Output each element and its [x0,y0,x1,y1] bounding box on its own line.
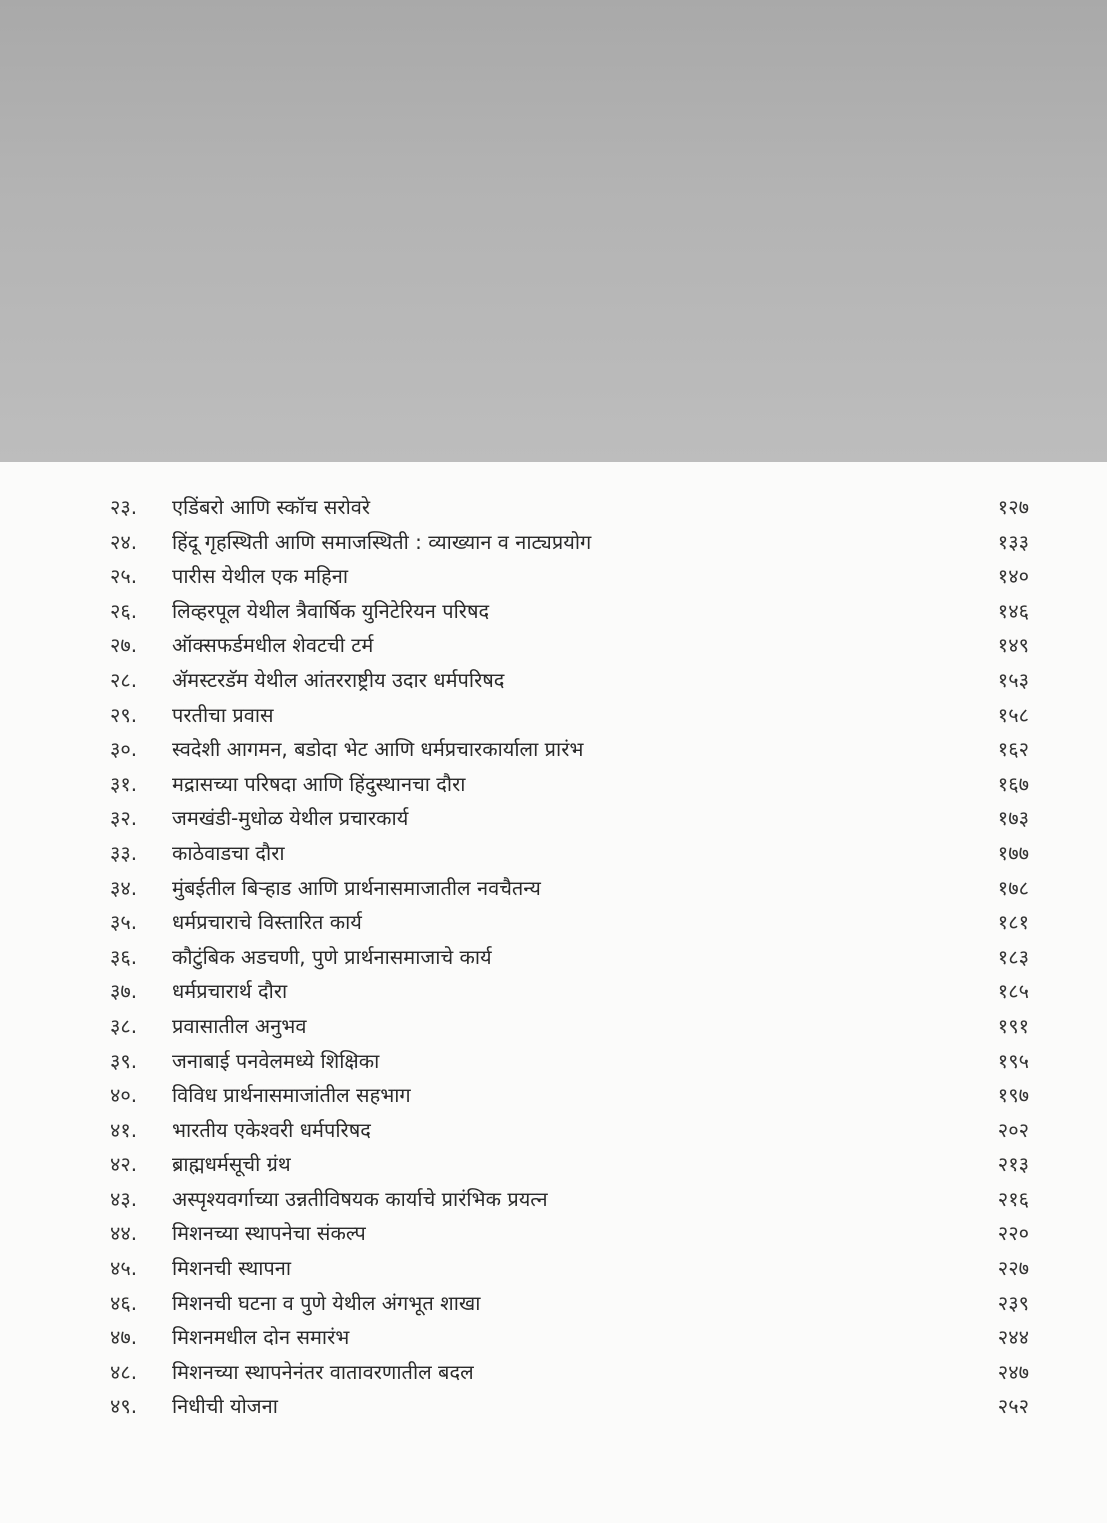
chapter-number: ३४. [110,875,138,900]
table-of-contents [0,490,1107,1424]
page-number: १८५ [997,979,1029,1004]
page-number: २४७ [997,1359,1029,1384]
page-number: २५२ [997,1394,1029,1419]
toc-entry [0,525,1107,560]
page-number: १९१ [997,1013,1029,1038]
page-number: २१३ [997,1152,1029,1177]
chapter-number: ४९. [110,1394,138,1419]
chapter-title: ऑक्सफर्डमधील शेवटची टर्म [172,633,374,658]
chapter-number: ३५. [110,910,138,935]
toc-entry [0,1389,1107,1424]
toc-entry [0,628,1107,663]
chapter-number: ३३. [110,840,138,865]
chapter-number: २६. [110,598,138,623]
chapter-number: ३६. [110,944,138,969]
toc-entry [0,767,1107,802]
toc-entry [0,1044,1107,1079]
chapter-title: मिशनच्या स्थापनेचा संकल्प [172,1221,366,1246]
toc-entry [0,871,1107,906]
page-number: २४४ [997,1325,1029,1350]
toc-entry [0,836,1107,871]
page-number: १७७ [997,840,1029,865]
toc-entry [0,1078,1107,1113]
page-number: २१६ [997,1186,1029,1211]
chapter-number: ४६. [110,1290,138,1315]
chapter-number: २३. [110,495,138,519]
chapter-title: भारतीय एकेश्वरी धर्मपरिषद [172,1117,371,1142]
chapter-title: जनाबाई पनवेलमध्ये शिक्षिका [172,1048,380,1073]
chapter-title: धर्मप्रचारार्थ दौरा [172,979,288,1004]
page-number: २२७ [997,1256,1029,1281]
chapter-title: पारीस येथील एक महिना [172,564,349,589]
toc-entry [0,1355,1107,1390]
chapter-number: ३०. [110,737,138,762]
page-number: १९७ [997,1083,1029,1108]
page-number: १६७ [997,771,1029,796]
chapter-number: ४३. [110,1186,138,1211]
chapter-title: परतीचा प्रवास [172,702,274,727]
chapter-title: विविध प्रार्थनासमाजांतील सहभाग [172,1083,411,1108]
toc-entry [0,1113,1107,1148]
toc-entry [0,1251,1107,1286]
toc-entry [0,1286,1107,1321]
chapter-number: २७. [110,633,138,658]
toc-entry [0,732,1107,767]
chapter-title: मद्रासच्या परिषदा आणि हिंदुस्थानचा दौरा [172,771,466,796]
page-number: १४६ [997,598,1029,623]
toc-entry [0,940,1107,975]
toc-entry [0,1320,1107,1355]
chapter-number: ४२. [110,1152,138,1177]
toc-entry [0,559,1107,594]
page-number: १७८ [997,875,1029,900]
chapter-title: मिशनच्या स्थापनेनंतर वातावरणातील बदल [172,1359,474,1384]
chapter-number: ३८. [110,1013,138,1038]
chapter-title: अस्पृश्यवर्गाच्या उन्नतीविषयक कार्याचे प्रारंभिक प्रयत्न [172,1186,548,1211]
page-number: १७३ [997,806,1029,831]
chapter-number: २८. [110,667,138,692]
chapter-number: ३७. [110,979,138,1004]
chapter-title: धर्मप्रचाराचे विस्तारित कार्य [172,910,362,935]
chapter-number: ३१. [110,771,138,796]
toc-entry [0,594,1107,629]
chapter-title: स्वदेशी आगमन, बडोदा भेट आणि धर्मप्रचारकार्याला प्रारंभ [172,737,584,762]
page-number: १२७ [997,495,1029,519]
chapter-number: ३२. [110,806,138,831]
chapter-number: ४७. [110,1325,138,1350]
toc-entry [0,490,1107,525]
chapter-title: मिशनची घटना व पुणे येथील अंगभूत शाखा [172,1290,481,1315]
chapter-title: ब्राह्मधर्मसूची ग्रंथ [172,1152,291,1177]
toc-entry [0,974,1107,1009]
page-number: २०२ [997,1117,1029,1142]
chapter-title: काठेवाडचा दौरा [172,840,285,865]
toc-entry [0,1147,1107,1182]
page-number: १४० [997,564,1029,589]
chapter-number: ४४. [110,1221,138,1246]
chapter-number: ४०. [110,1083,138,1108]
chapter-title: मिशनची स्थापना [172,1256,292,1281]
page-number: १८३ [997,944,1029,969]
chapter-number: २५. [110,564,138,589]
chapter-title: मिशनमधील दोन समारंभ [172,1325,350,1350]
chapter-number: ४१. [110,1117,138,1142]
chapter-title: एडिंबरो आणि स्कॉच सरोवरे [172,495,371,519]
toc-entry [0,698,1107,733]
toc-entry [0,663,1107,698]
toc-entry [0,1216,1107,1251]
chapter-title: कौटुंबिक अडचणी, पुणे प्रार्थनासमाजाचे कार्य [172,944,492,969]
toc-entry [0,905,1107,940]
chapter-number: २४. [110,529,138,554]
toc-entry [0,1182,1107,1217]
chapter-title: प्रवासातील अनुभव [172,1013,307,1038]
page-number: १५८ [997,702,1029,727]
page-number: १९५ [997,1048,1029,1073]
chapter-number: ३९. [110,1048,138,1073]
grey-header-band [0,0,1107,462]
chapter-title: जमखंडी-मुधोळ येथील प्रचारकार्य [172,806,409,831]
page-number: १४९ [997,633,1029,658]
page-number: २२० [997,1221,1029,1246]
page-number: १८१ [997,910,1029,935]
chapter-number: २९. [110,702,138,727]
toc-entry [0,801,1107,836]
chapter-title: हिंदू गृहस्थिती आणि समाजस्थिती : व्याख्यान व नाट्यप्रयोग [172,529,592,554]
page-number: १५३ [997,667,1029,692]
page-number: २३९ [997,1290,1029,1315]
toc-entry [0,1009,1107,1044]
page-number: १३३ [997,529,1029,554]
chapter-title: लिव्हरपूल येथील त्रैवार्षिक युनिटेरियन परिषद [172,598,490,623]
chapter-title: ॲमस्टरडॅम येथील आंतरराष्ट्रीय उदार धर्मपरिषद [172,667,505,692]
chapter-number: ४८. [110,1359,138,1384]
chapter-title: मुंबईतील बिऱ्हाड आणि प्रार्थनासमाजातील नवचैतन्य [172,875,541,900]
chapter-number: ४५. [110,1256,138,1281]
chapter-title: निधीची योजना [172,1394,278,1419]
page-number: १६२ [997,737,1029,762]
